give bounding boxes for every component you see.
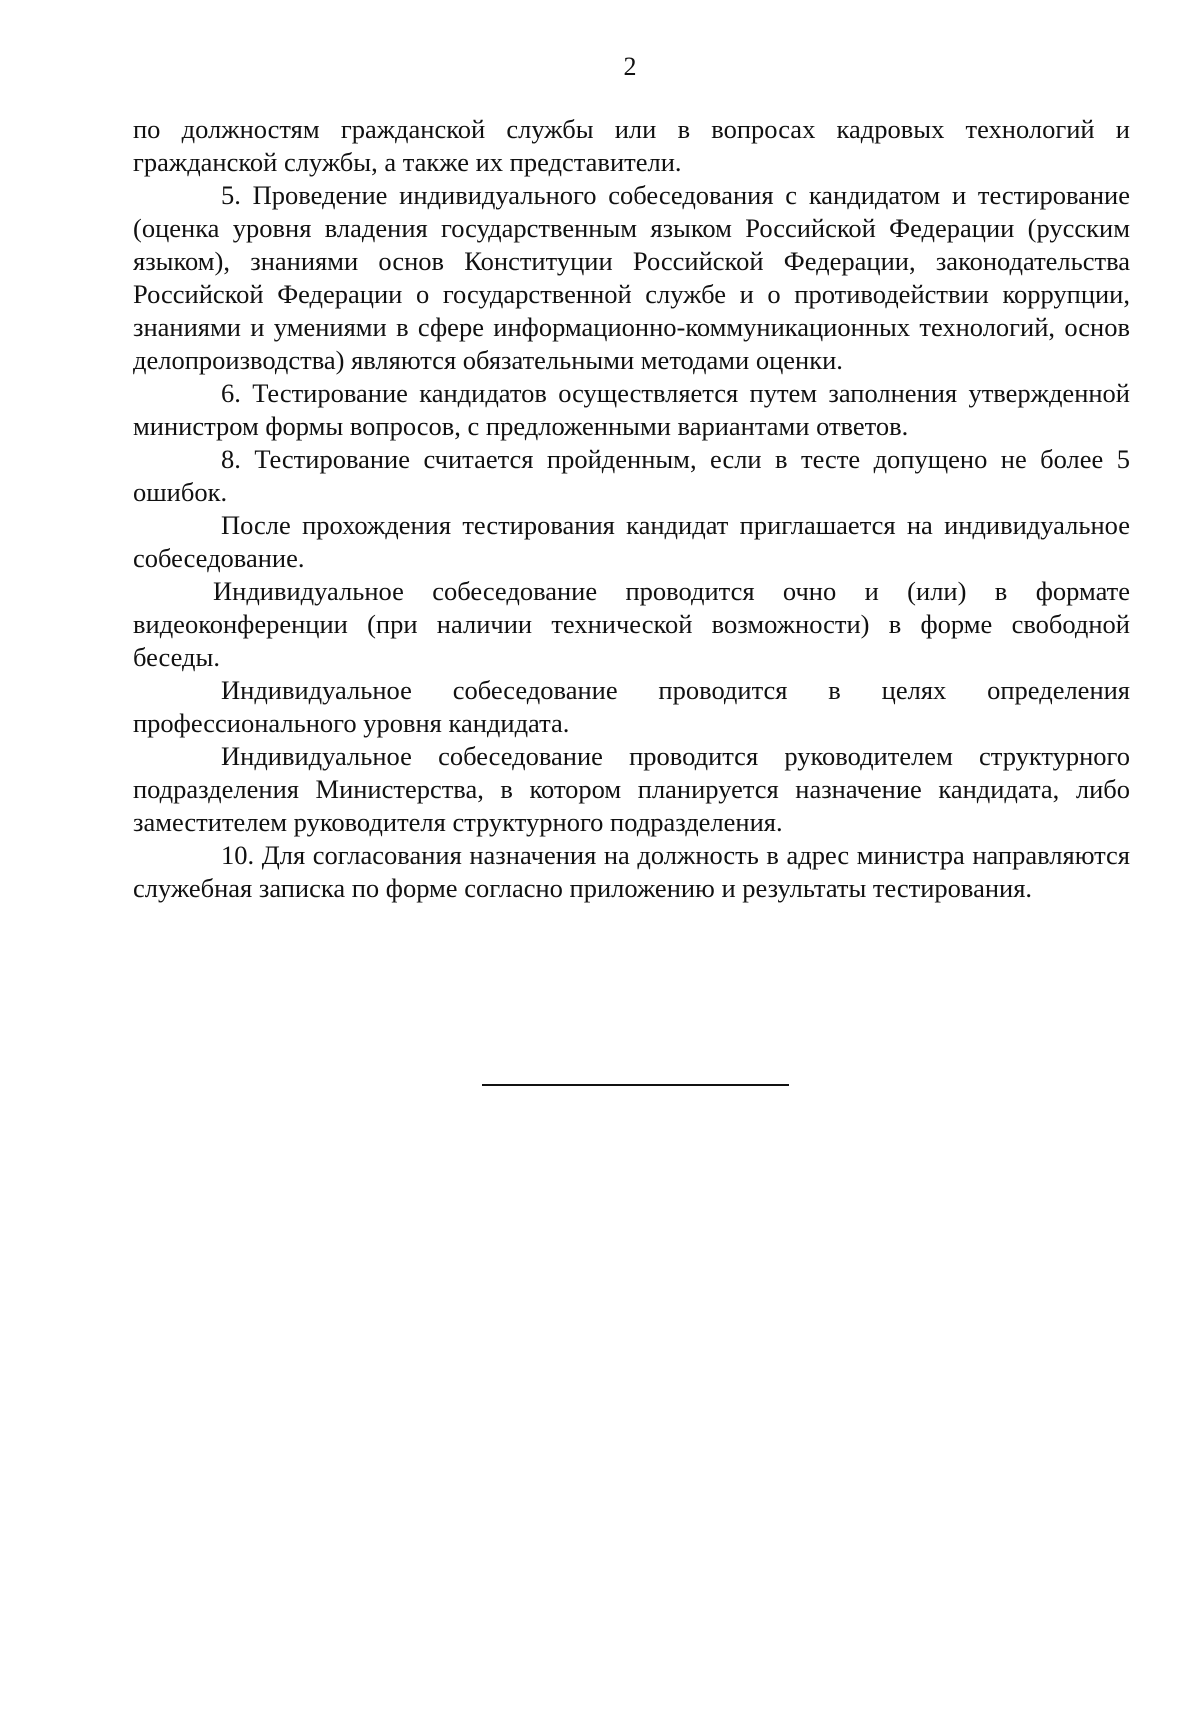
paragraph-interview-format: Индивидуальное собеседование проводится очно и (или) в формате видеоконференции (при наличии технической возможности) в форме свободной беседы. [133, 576, 1130, 672]
document-body [133, 113, 1130, 905]
paragraph-item-6: 6. Тестирование кандидатов осуществляется путем заполнения утвержденной министром формы вопросов, с предложенными вариантами ответов. [133, 378, 1130, 441]
end-of-document-rule [482, 1084, 789, 1086]
paragraph-item-10: 10. Для согласования назначения на должность в адрес министра направляются служебная записка по форме согласно приложению и результаты тестирования. [133, 840, 1130, 903]
paragraph-interview-conductor: Индивидуальное собеседование проводится руководителем структурного подразделения Министерства, в котором планируется назначение кандидата, либо заместителем руководителя структурного подразделения. [133, 741, 1130, 837]
paragraph-continuation: по должностям гражданской службы или в вопросах кадровых технологий и гражданской службы, а также их представители. [133, 114, 1130, 177]
paragraph-item-5: 5. Проведение индивидуального собеседования с кандидатом и тестирование (оценка уровня владения государственным языком Российской Федерации (русским языком), знаниями основ Конституции Российской Федерации, законодательства Российской Федерации о государственной службе и о противодействии коррупции, знаниями и умениями в сфере информационно-коммуникационных технологий, основ делопроизводства) являются обязательными методами оценки. [133, 180, 1130, 375]
paragraph-after-testing: После прохождения тестирования кандидат приглашается на индивидуальное собеседование. [133, 510, 1130, 573]
paragraph-interview-purpose: Индивидуальное собеседование проводится в целях определения профессионального уровня кандидата. [133, 675, 1130, 738]
paragraph-item-8: 8. Тестирование считается пройденным, если в тесте допущено не более 5 ошибок. [133, 444, 1130, 507]
page-number: 2 [623, 52, 637, 81]
